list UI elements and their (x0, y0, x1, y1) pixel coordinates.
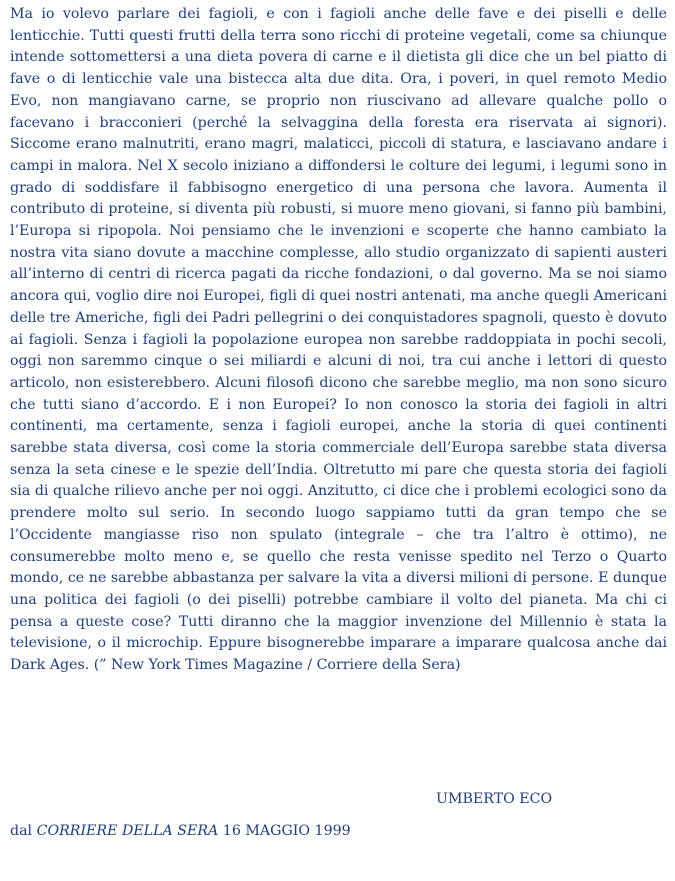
source-prefix: dal (10, 823, 37, 839)
article-body: Ma io volevo parlare dei fagioli, e con i fagioli anche delle fave e dei piselli e delle lenticchie. Tutti questi frutti della terra sono ricchi di proteine vegetali, come sa chiunque intende sottomettersi a una dieta povera di carne e il dietista gli dice che un bel piatto di fave o di lenticchie vale una bistecca alta due dita. Ora, i poveri, in quel remoto Medio Evo, non mangiavano carne, se proprio non riuscivano ad allevare qualche pollo o facevano i bracconieri (perché la selvaggina della foresta era riservata ai signori). Siccome erano malnutriti, erano magri, malaticci, piccoli di statura, e lasciavano andare i campi in malora. Nel X secolo iniziano a diffondersi le colture dei legumi, i legumi sono in grado di soddisfare il fabbisogno energetico di una persona che lavora. Aumenta il contributo di proteine, si diventa più robusti, si muore meno giovani, si fanno più bambini, l’Europa si ripopola. Noi pensiamo che le invenzioni e scoperte che hanno cambiato la nostra vita siano dovute a macchine complesse, allo studio organizzato di sapienti austeri all’interno di centri di ricerca pagati da ricche fondazioni, o dal governo. Ma se noi siamo ancora qui, voglio dire noi Europei, figli di quei nostri antenati, ma anche quegli Americani delle tre Americhe, figli dei Padri pellegrini o dei conquistadores spagnoli, questo è dovuto ai fagioli. Senza i fagioli la popolazione europea non sarebbe raddoppiata in pochi secoli, oggi non saremmo cinque o sei miliardi e alcuni di noi, tra cui anche i lettori di questo articolo, non esisterebbero. Alcuni filosofi dicono che sarebbe meglio, ma non sono sicuro che tutti siano d’accordo. E i non Europei? Io non conosco la storia dei fagioli in altri continenti, ma certamente, senza i fagioli europei, anche la storia di quei continenti sarebbe stata diversa, così come la storia commerciale dell’Europa sarebbe stata diversa senza la seta cinese e le spezie dell’India. Oltretutto mi pare che questa storia dei fagioli sia di qualche rilievo anche per noi oggi. Anzitutto, ci dice che i problemi ecologici sono da prendere molto sul serio. In secondo luogo sappiamo tutti da gran tempo che se l’Occidente mangiasse riso non spulato (integrale – che tra l’altro è ottimo), ne consumerebbe molto meno e, se quello che resta venisse spedito nel Terzo o Quarto mondo, ce ne sarebbe abbastanza per salvare la vita a diversi milioni di persone. E dunque una politica dei fagioli (o dei piselli) potrebbe cambiare il volto del pianeta. Ma chi ci pensa a queste cose? Tutti diranno che la maggior invenzione del Millennio è stata la televisione, o il microchip. Eppure bisognerebbe imparare a imparare qualcosa anche dai Dark Ages. (” New York Times Magazine / Corriere della Sera) (10, 6, 668, 674)
source-line (10, 821, 351, 841)
source-publication: CORRIERE DELLA SERA (36, 823, 219, 839)
author-signature: UMBERTO ECO (436, 791, 553, 807)
source-date: 16 MAGGIO 1999 (218, 823, 351, 839)
